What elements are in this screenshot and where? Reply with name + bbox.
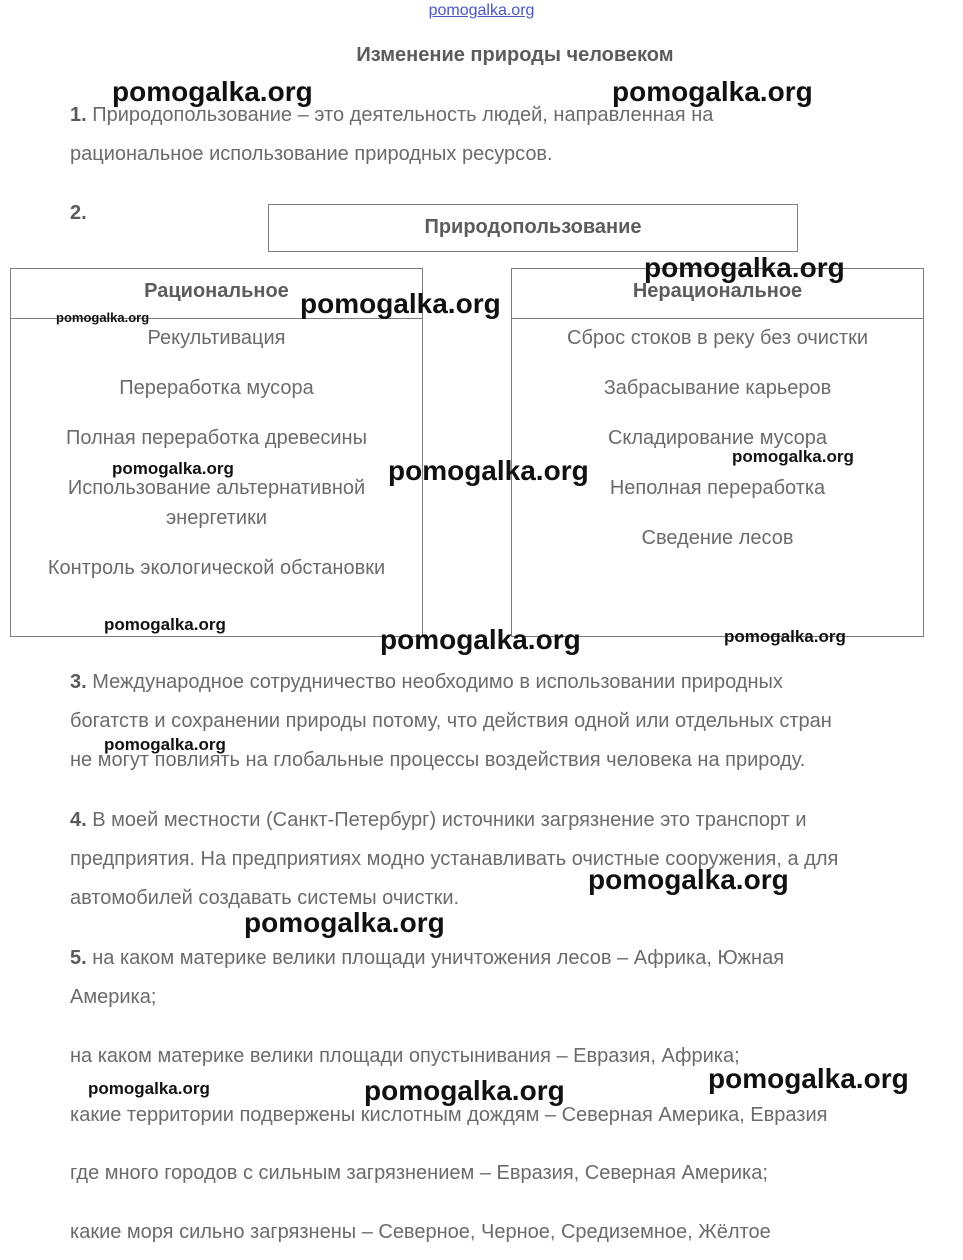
watermark: pomogalka.org	[612, 76, 813, 107]
answer-3	[70, 663, 832, 780]
root-box	[268, 204, 798, 252]
answer-5-line-4: какие территории подвержены кислотным дождям – Северная Америка, Евразия	[70, 1104, 828, 1126]
watermark: pomogalka.org	[732, 447, 854, 466]
page-title: Изменение природы человеком	[356, 44, 674, 66]
site-link[interactable]: pomogalka.org	[428, 2, 535, 19]
answer-1-number: 1.	[70, 104, 87, 126]
answer-5-line-1	[70, 939, 784, 978]
list-item: Сведение лесов	[641, 527, 794, 549]
list-item: Контроль экологической обстановки	[47, 557, 386, 579]
watermark: pomogalka.org	[388, 455, 589, 486]
watermark: pomogalka.org	[112, 76, 313, 107]
watermark: pomogalka.org	[244, 907, 445, 938]
watermark: pomogalka.org	[88, 1079, 210, 1098]
list-item: Сброс стоков в реку без очистки	[567, 327, 868, 349]
watermark: pomogalka.org	[708, 1063, 909, 1094]
watermark: pomogalka.org	[104, 735, 226, 754]
list-item: Полная переработка древесины	[66, 427, 367, 449]
rational-header-label: Рациональное	[144, 280, 289, 302]
answer-5	[70, 939, 784, 1017]
answer-4-line-2: предприятия. На предприятиях модно устанавливать очистные сооружения, а для	[70, 848, 839, 870]
watermark: pomogalka.org	[644, 252, 845, 283]
answer-4-text: В моей местности (Санкт-Петербург) источники загрязнение это транспорт и	[92, 809, 807, 831]
answer-2-number	[70, 194, 87, 233]
answer-5-line-3: на каком материке велики площади опустынивания – Евразия, Африка;	[70, 1045, 740, 1067]
list-item: Забрасывание карьеров	[603, 377, 832, 399]
answer-4-number: 4.	[70, 809, 87, 831]
list-item: Складирование мусора	[607, 427, 828, 449]
answer-3-line-1	[70, 663, 832, 702]
answer-5-text: на каком материке велики площади уничтожения лесов – Африка, Южная	[92, 947, 785, 969]
watermark: pomogalka.org	[588, 864, 789, 895]
watermark: pomogalka.org	[364, 1075, 565, 1106]
watermark: pomogalka.org	[724, 627, 846, 646]
list-item: Переработка мусора	[119, 377, 314, 399]
irrational-header-label: Нерациональное	[632, 280, 803, 302]
answer-1-text: Природопользование – это деятельность людей, направленная на	[92, 104, 714, 126]
list-item: Неполная переработка	[609, 477, 826, 499]
answer-5-number: 5.	[70, 947, 87, 969]
answer-4-line-3: автомобилей создавать системы очистки.	[70, 887, 460, 909]
answer-3-number: 3.	[70, 671, 87, 693]
irrational-list	[521, 323, 914, 573]
answer-2-number-text: 2.	[70, 202, 87, 224]
answer-4	[70, 801, 838, 918]
watermark: pomogalka.org	[56, 310, 150, 325]
answer-3-text: Международное сотрудничество необходимо в использовании природных	[92, 671, 783, 693]
answer-5-line-2: Америка;	[70, 986, 157, 1008]
answer-3-line-2: богатств и сохранении природы потому, что действия одной или отдельных стран	[70, 710, 832, 732]
answer-5-line-5: где много городов с сильным загрязнением – Евразия, Северная Америка;	[70, 1162, 768, 1184]
watermark: pomogalka.org	[300, 288, 501, 319]
root-box-label: Природопользование	[424, 216, 642, 238]
answer-4-line-1	[70, 801, 838, 840]
watermark: pomogalka.org	[380, 624, 581, 655]
watermark: pomogalka.org	[104, 615, 226, 634]
watermark: pomogalka.org	[112, 459, 234, 478]
list-item: Рекультивация	[147, 327, 286, 349]
answer-1-line-2: рациональное использование природных ресурсов.	[70, 143, 553, 165]
answer-5-line-6: какие моря сильно загрязнены – Северное, Черное, Средиземное, Жёлтое	[70, 1221, 771, 1243]
answer-3-line-3: не могут повлиять на глобальные процессы воздействия человека на природу.	[70, 749, 806, 771]
list-item: Использование альтернативной энергетики	[67, 477, 366, 529]
